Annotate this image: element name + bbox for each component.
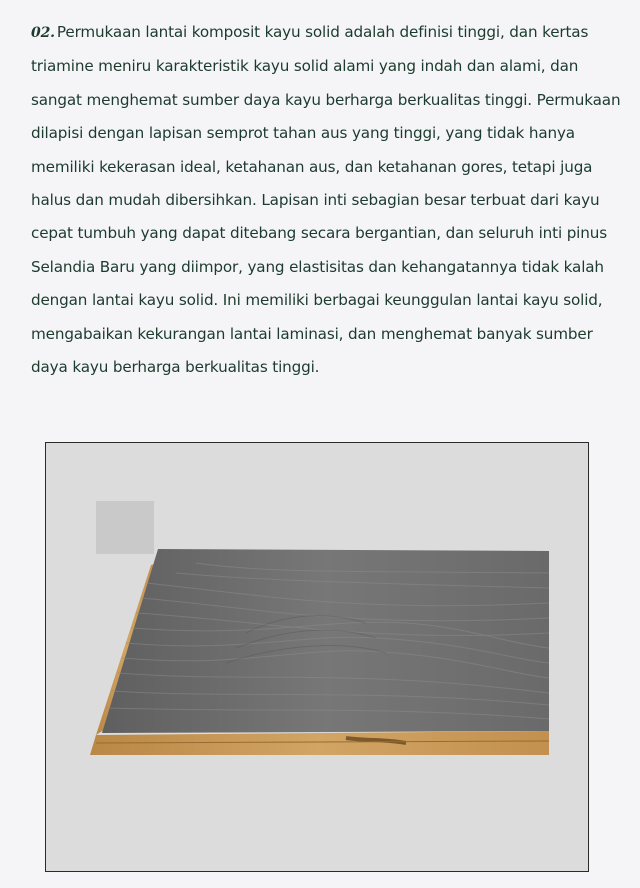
- description-paragraph: [31, 16, 621, 384]
- product-photo: [45, 442, 589, 872]
- paragraph-line-11: daya kayu berharga berkualitas tinggi.: [31, 358, 320, 377]
- paragraph-line-1: 02. Permukaan lantai komposit kayu solid adalah definisi tinggi, dan kertas: [31, 23, 589, 41]
- paragraph-line-10: mengabaikan kekurangan lantai laminasi, dan menghemat banyak sumber: [31, 324, 593, 343]
- paragraph-line-9: dengan lantai kayu solid. Ini memiliki berbagai keunggulan lantai kayu solid,: [31, 291, 603, 310]
- paragraph-line-3: sangat menghemat sumber daya kayu berharga berkualitas tinggi. Permukaan: [31, 90, 621, 109]
- paragraph-line-5: memiliki kekerasan ideal, ketahanan aus, dan ketahanan gores, tetapi juga: [31, 157, 593, 176]
- plank-surface: [102, 549, 549, 733]
- paragraph-line-7: cepat tumbuh yang dapat ditebang secara bergantian, dan seluruh inti pinus: [31, 224, 607, 243]
- paragraph-line-2: triamine meniru karakteristik kayu solid alami yang indah dan alami, dan: [31, 57, 579, 76]
- section-number: 02.: [31, 25, 55, 41]
- wood-plank-illustration: [46, 443, 588, 871]
- paragraph-line-6: halus dan mudah dibersihkan. Lapisan inti sebagian besar terbuat dari kayu: [31, 191, 600, 210]
- paragraph-line-8: Selandia Baru yang diimpor, yang elastisitas dan kehangatannya tidak kalah: [31, 257, 604, 276]
- paragraph-line-4: dilapisi dengan lapisan semprot tahan aus yang tinggi, yang tidak hanya: [31, 124, 575, 143]
- gray-swatch: [96, 501, 154, 554]
